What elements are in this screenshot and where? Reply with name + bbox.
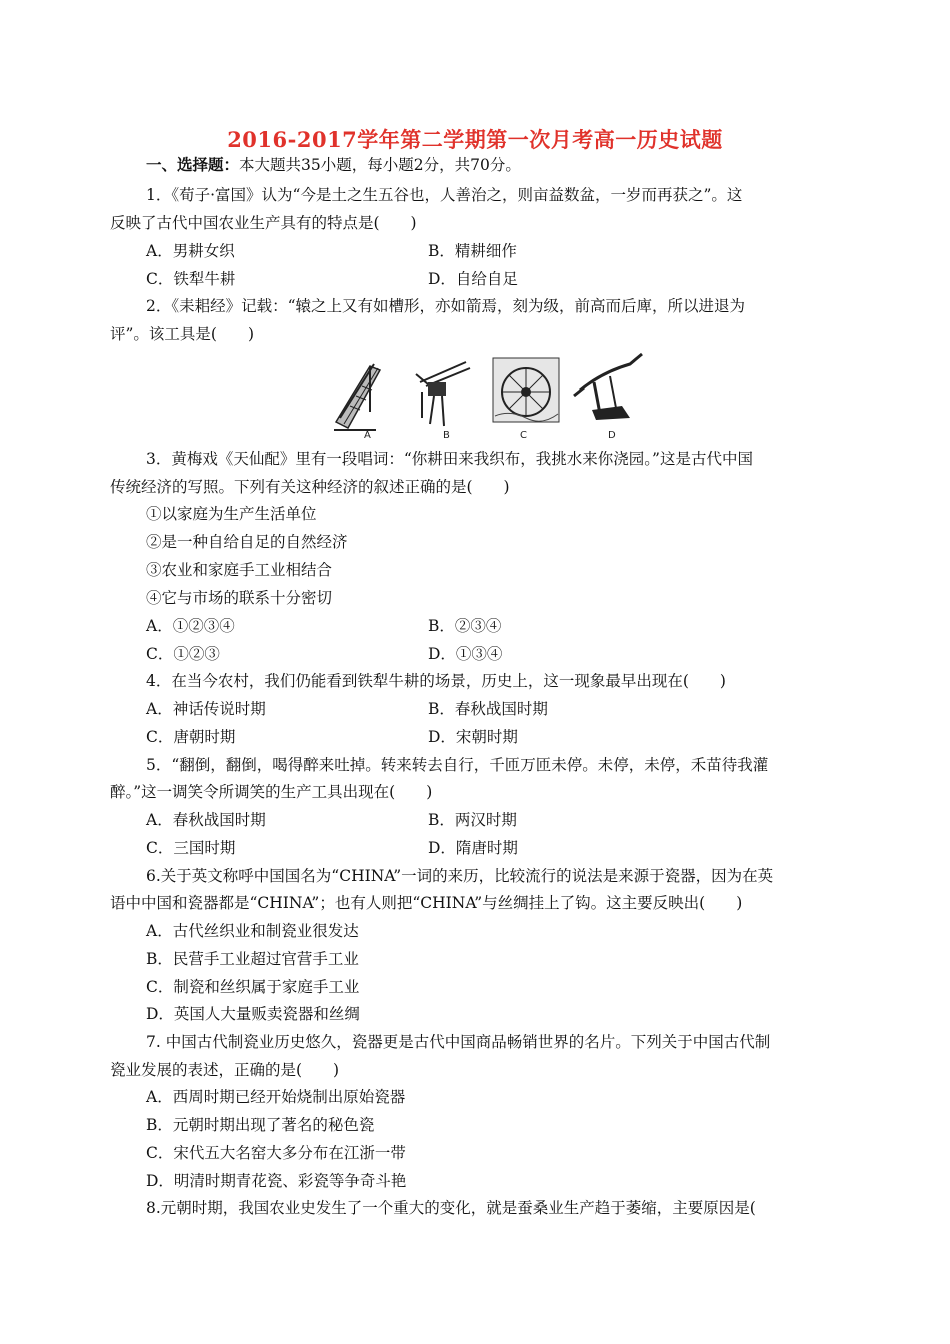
q7-option-b: B．元朝时期出现了著名的秘色瓷 (146, 1116, 375, 1134)
q3-option-a: A．①②③④ (146, 617, 235, 635)
q7-option-d: D．明清时期青花瓷、彩瓷等争奇斗艳 (146, 1172, 407, 1190)
q5-stem-line1: 5．“翻倒，翻倒，喝得醉来吐掉。转来转去自行，千匝万匝未停。未停，未停，禾苗待我灌 (146, 756, 769, 774)
q5-stem-line2: 醉。”这一调笑令所调笑的生产工具出现在( ) (110, 783, 433, 801)
q1-option-b: B．精耕细作 (428, 242, 517, 260)
q2-stem-line1: 2．《耒耜经》记载：“辕之上又有如槽形，亦如箭焉，刻为级，前高而后庳，所以进退为 (146, 297, 746, 315)
q1-option-c: C．铁犁牛耕 (146, 270, 236, 288)
tool-b-image (416, 362, 470, 426)
tool-d-image (574, 354, 642, 420)
q6-option-c: C．制瓷和丝织属于家庭手工业 (146, 978, 360, 996)
q3-item-2: ②是一种自给自足的自然经济 (146, 533, 348, 551)
q3-item-4: ④它与市场的联系十分密切 (146, 589, 333, 607)
q3-stem-line2: 传统经济的写照。下列有关这种经济的叙述正确的是( ) (110, 478, 510, 496)
q5-option-d: D．隋唐时期 (428, 839, 518, 857)
tool-c-image (493, 358, 559, 422)
q3-item-3: ③农业和家庭手工业相结合 (146, 561, 333, 579)
q3-stem-line1: 3．黄梅戏《天仙配》里有一段唱词：“你耕田来我织布，我挑水来你浇园。”这是古代中国 (146, 450, 753, 468)
q7-option-c: C．宋代五大名窑大多分布在江浙一带 (146, 1144, 406, 1162)
q3-option-c: C．①②③ (146, 645, 220, 663)
q4-option-a: A．神话传说时期 (146, 700, 266, 718)
farm-tools-illustration (330, 352, 650, 446)
q5-option-b: B．两汉时期 (428, 811, 517, 829)
q5-option-c: C．三国时期 (146, 839, 236, 857)
q3-option-b: B．②③④ (428, 617, 502, 635)
q5-option-a: A．春秋战国时期 (146, 811, 266, 829)
q7-option-a: A．西周时期已经开始烧制出原始瓷器 (146, 1088, 406, 1106)
tool-a-label: A (364, 430, 371, 441)
q4-option-d: D．宋朝时期 (428, 728, 518, 746)
q4-stem-line1: 4．在当今农村，我们仍能看到铁犁牛耕的场景，历史上，这一现象最早出现在( ) (146, 672, 726, 690)
q4-option-c: C．唐朝时期 (146, 728, 236, 746)
q7-stem-line1: 7. 中国古代制瓷业历史悠久，瓷器更是古代中国商品畅销世界的名片。下列关于中国古代制 (146, 1033, 771, 1051)
tool-b-label: B (443, 430, 450, 441)
q1-stem-line1: 1．《荀子·富国》认为“今是土之生五谷也，人善治之，则亩益数盆，一岁而再获之”。这 (146, 186, 743, 204)
q2-stem-line2: 评”。该工具是( ) (110, 325, 255, 343)
q6-option-d: D．英国人大量贩卖瓷器和丝绸 (146, 1005, 360, 1023)
section-header (146, 155, 876, 175)
q3-option-d: D．①③④ (428, 645, 503, 663)
q1-option-a: A．男耕女织 (146, 242, 235, 260)
q8-stem-line1: 8.元朝时期，我国农业史发生了一个重大的变化，就是蚕桑业生产趋于萎缩，主要原因是( (146, 1199, 756, 1217)
tool-a-image (334, 364, 380, 430)
exam-title: 2016-2017学年第二学期第一次月考高一历史试题 (227, 127, 723, 152)
q1-stem-line2: 反映了古代中国农业生产具有的特点是( ) (110, 214, 417, 232)
q6-option-b: B．民营手工业超过官营手工业 (146, 950, 359, 968)
q3-item-1: ①以家庭为生产生活单位 (146, 505, 317, 523)
q7-stem-line2: 瓷业发展的表述，正确的是( ) (110, 1061, 340, 1079)
q4-option-b: B．春秋战国时期 (428, 700, 548, 718)
q6-stem-line2: 语中中国和瓷器都是“CHINA”；也有人则把“CHINA”与丝绸挂上了钩。这主要反映出( ) (110, 894, 743, 912)
q6-option-a: A．古代丝织业和制瓷业很发达 (146, 922, 359, 940)
q6-stem-line1: 6.关于英文称呼中国国名为“CHINA”一词的来历，比较流行的说法是来源于瓷器，因为在英 (146, 867, 774, 885)
section-desc: 本大题共35小题，每小题2分，共70分。 (239, 156, 521, 174)
tool-d-label: D (608, 430, 616, 441)
q1-option-d: D．自给自足 (428, 270, 518, 288)
farm-tools-figure (330, 352, 650, 446)
tool-c-label: C (520, 430, 527, 441)
section-label: 一、选择题： (146, 155, 240, 174)
